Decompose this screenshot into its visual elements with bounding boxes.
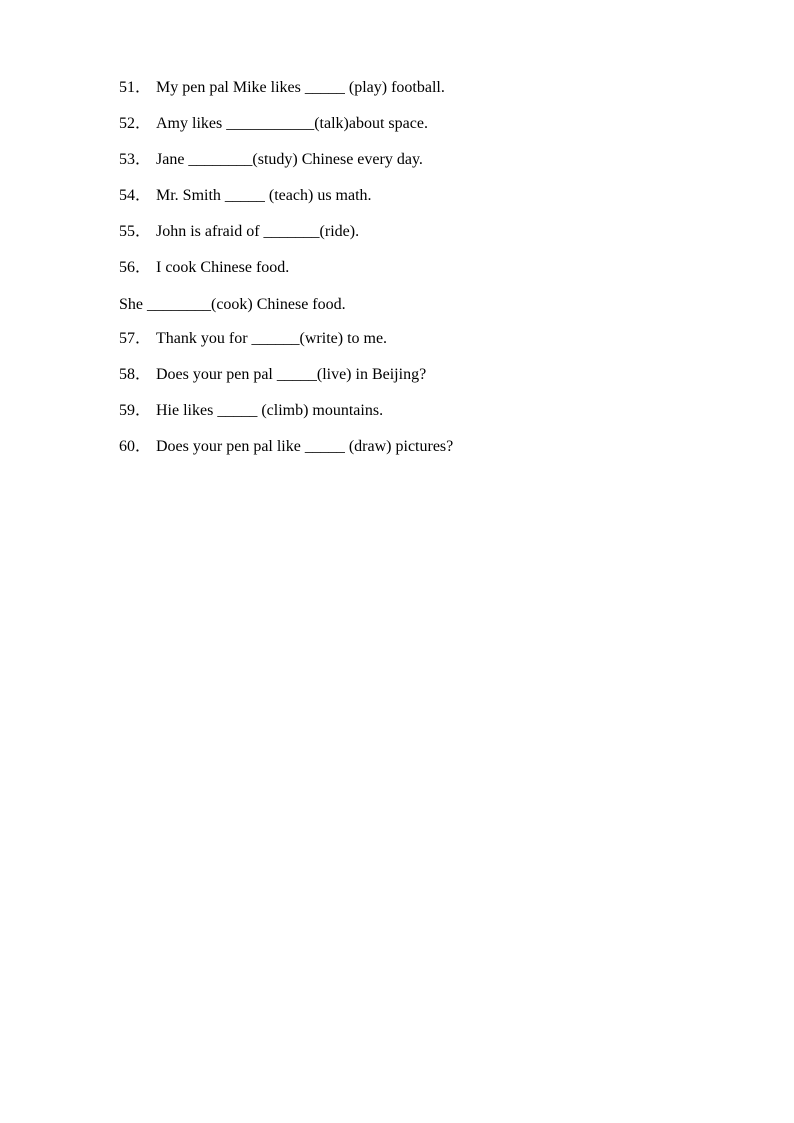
exercise-number: 59．	[119, 401, 152, 419]
exercise-number: 56．	[119, 259, 152, 277]
exercise-number: 58．	[119, 365, 152, 383]
exercise-text: Mr. Smith _____ (teach) us math.	[156, 187, 372, 205]
exercise-number: 54．	[119, 187, 152, 205]
exercise-text: John is afraid of _______(ride).	[156, 223, 360, 241]
exercise-number: 60．	[119, 437, 152, 455]
exercise-text: I cook Chinese food.	[156, 259, 290, 277]
exercise-continuation-text: She ________(cook) Chinese food.	[119, 295, 346, 313]
exercise-item	[95, 55, 735, 96]
exercise-number: 55．	[119, 223, 152, 241]
exercise-number: 53．	[119, 151, 152, 169]
exercise-text: Hie likes _____ (climb) mountains.	[156, 401, 384, 419]
exercise-text: Does your pen pal _____(live) in Beijing?	[156, 365, 427, 383]
exercise-list	[95, 55, 735, 455]
exercise-number: 52．	[119, 115, 152, 133]
exercise-text: Jane ________(study) Chinese every day.	[156, 151, 423, 169]
exercise-text: My pen pal Mike likes _____ (play) football.	[156, 79, 445, 96]
exercise-number: 51．	[119, 79, 152, 96]
exercise-text: Thank you for ______(write) to me.	[156, 329, 388, 347]
exercise-text: Does your pen pal like _____ (draw) pictures?	[156, 437, 454, 455]
exercise-number: 57．	[119, 329, 152, 347]
exercise-text: Amy likes ___________(talk)about space.	[156, 115, 428, 133]
